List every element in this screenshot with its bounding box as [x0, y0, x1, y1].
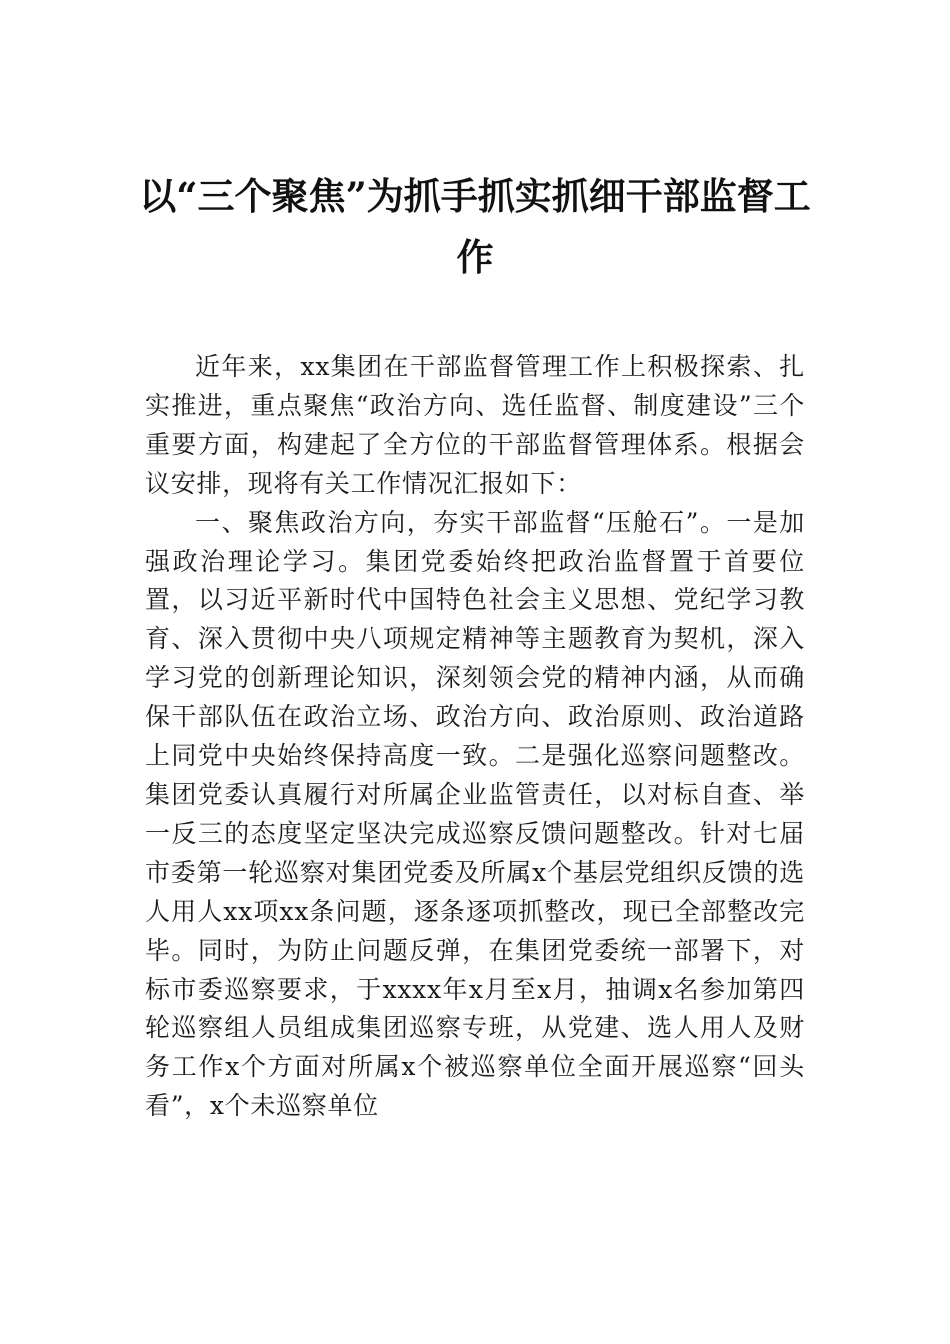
document-body	[145, 348, 805, 1126]
paragraph-section-one: 一、聚焦政治方向，夯实干部监督“压舱石”。一是加强政治理论学习。集团党委始终把政治监督置于首要位置，以习近平新时代中国特色社会主义思想、党纪学习教育、深入贯彻中央八项规定精神等主题教育为契机，深入学习党的创新理论知识，深刻领会党的精神内涵，从而确保干部队伍在政治立场、政治方向、政治原则、政治道路上同党中央始终保持高度一致。二是强化巡察问题整改。集团党委认真履行对所属企业监管责任，以对标自查、举一反三的态度坚定坚决完成巡察反馈问题整改。针对七届市委第一轮巡察对集团党委及所属x个基层党组织反馈的选人用人xx项xx条问题，逐条逐项抓整改，现已全部整改完毕。同时，为防止问题反弹，在集团党委统一部署下，对标市委巡察要求，于xxxx年x月至x月，抽调x名参加第四轮巡察组人员组成集团巡察专班，从党建、选人用人及财务工作x个方面对所属x个被巡察单位全面开展巡察“回头看”，x个未巡察单位	[145, 507, 805, 1121]
document-title: 以“三个聚焦”为抓手抓实抓细干部监督工作	[139, 174, 811, 279]
paragraph-intro: 近年来，xx集团在干部监督管理工作上积极探索、扎实推进，重点聚焦“政治方向、选任监督、制度建设”三个重要方面，构建起了全方位的干部监督管理体系。根据会议安排，现将有关工作情况汇报如下：	[145, 352, 805, 498]
